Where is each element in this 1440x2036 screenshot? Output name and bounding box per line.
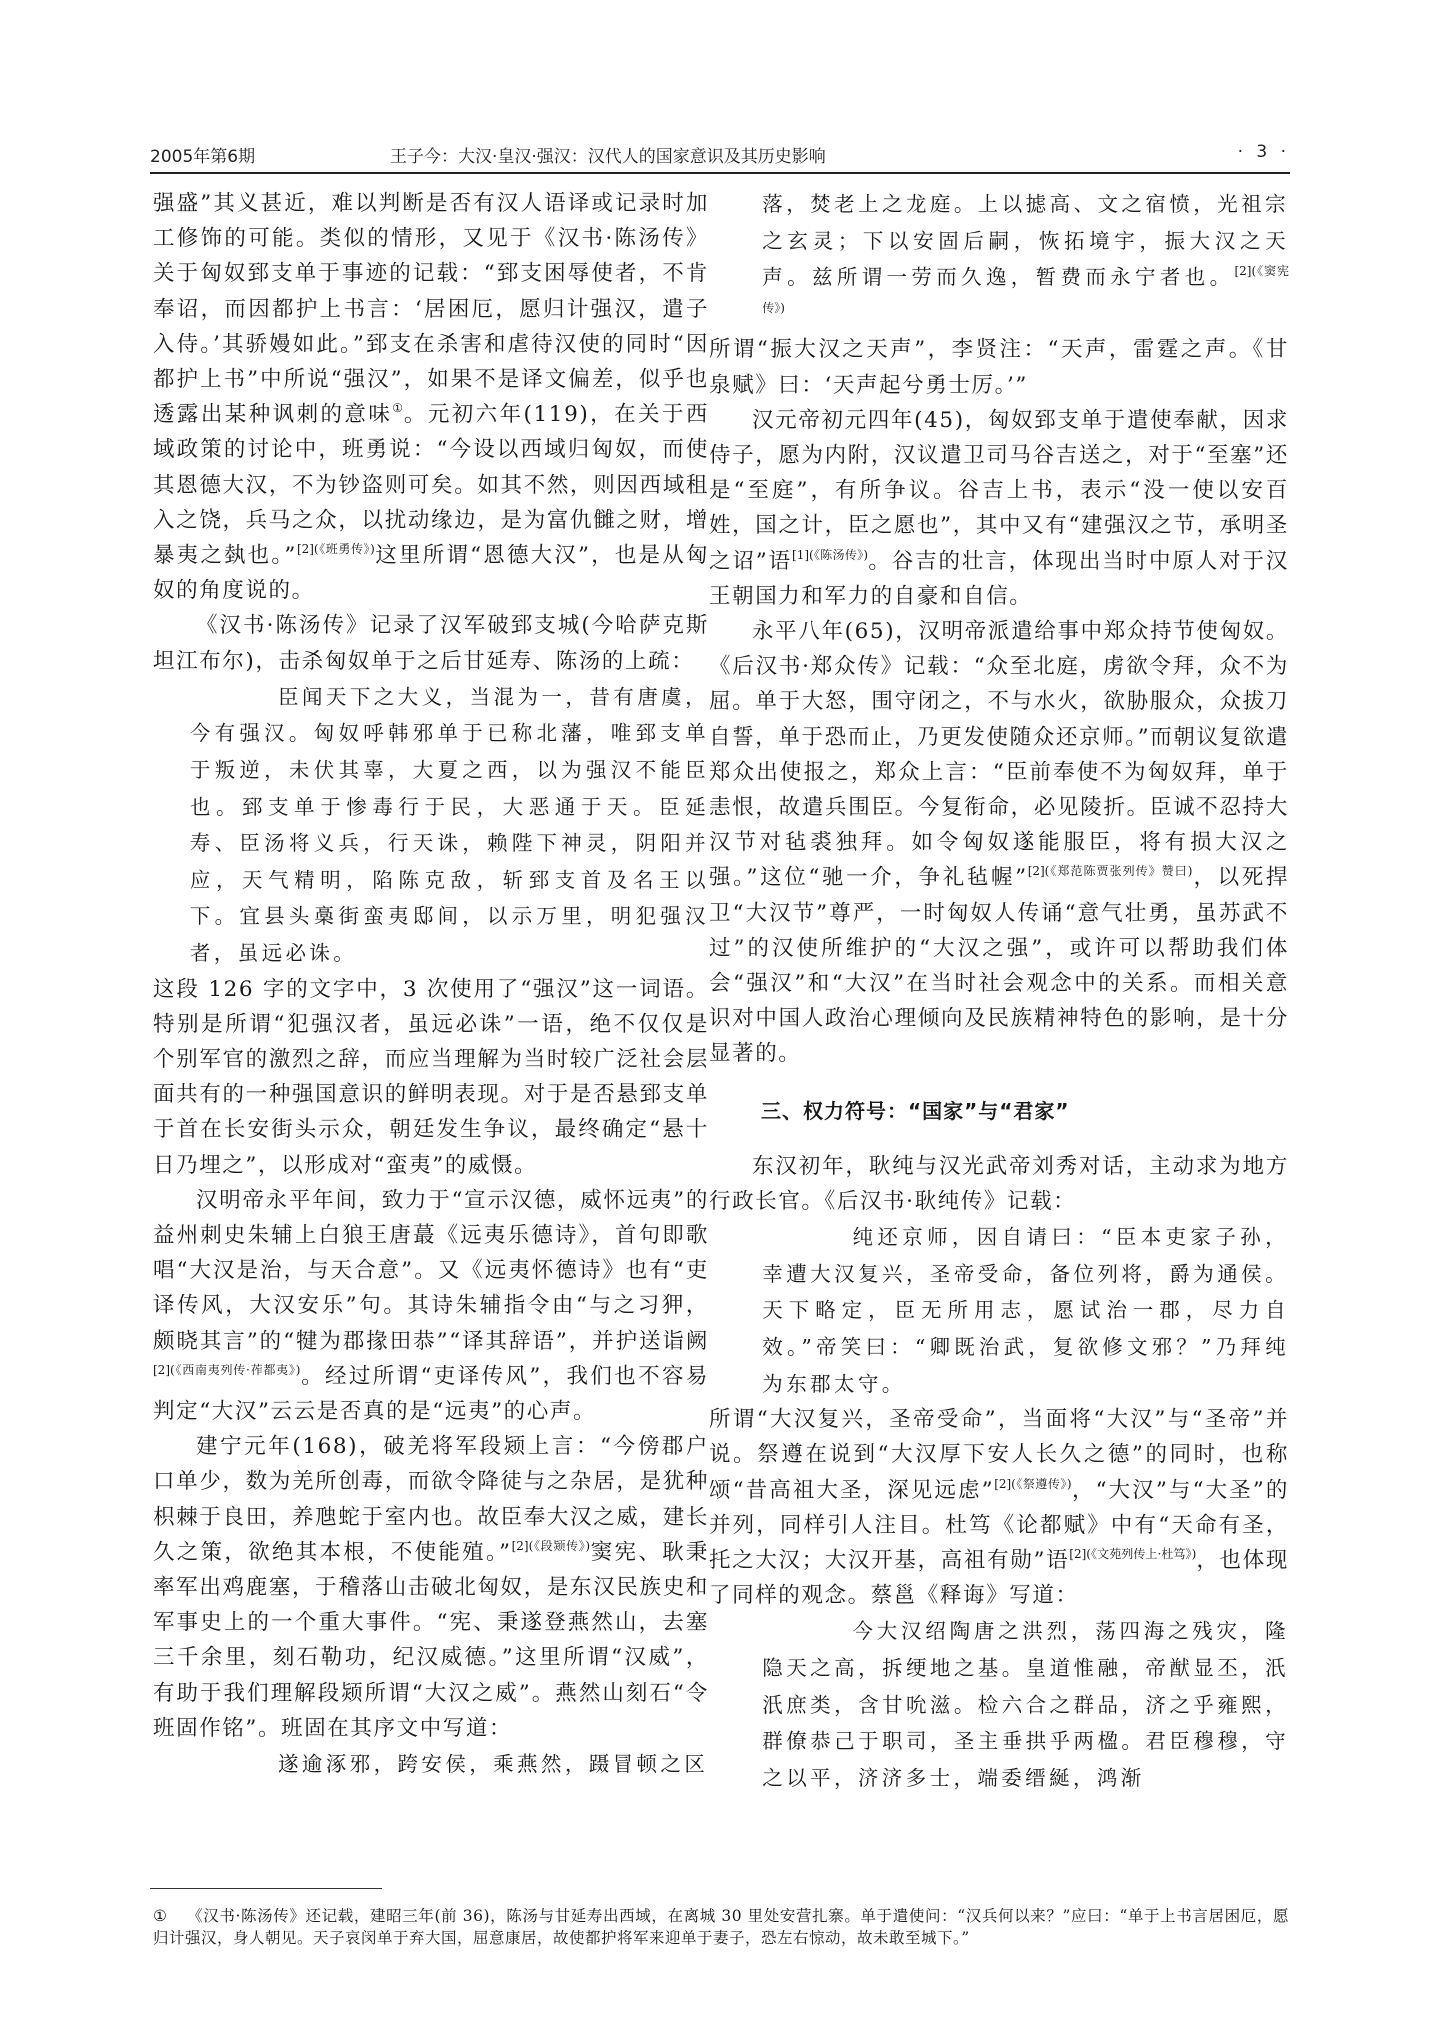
paragraph [153, 1183, 709, 1429]
footnote [153, 1905, 1289, 1949]
paragraph-text: 汉元帝初元四年(45)，匈奴郅支单于遣使奉献，因求侍子，愿为内附，汉议遣卫司马谷吉送之，对于“至塞”还是“至庭”，有所争议。谷吉上书，表示“没一使以安百姓，国之计，臣之愿也”，其中又有“建强汉之节，承明圣之诏”语 [709, 407, 1289, 574]
block-quote: 遂逾涿邪，跨安侯，乘燕然，蹑冒顿之区 [278, 1752, 709, 1777]
paragraph-text: 。经过所谓“吏译传风”，我们也不容易判定“大汉”云云是否真的是“远夷”的心声。 [153, 1363, 709, 1425]
block-quote [762, 186, 1289, 332]
journal-issue: 2005年第6期 [150, 147, 256, 167]
section-heading: 三、权力符号：“国家”与“君家” [761, 1098, 1070, 1123]
paragraph-text: 汉明帝永平年间，致力于“宣示汉德，威怀远夷”的益州刺史朱辅上白狼王唐蕞《远夷乐德诗》，首句即歌唱“大汉是治，与天合意”。又《远夷怀德诗》也有“吏译传风，大汉安乐”句。其诗朱辅指令由“与之习狎，颇晓其言”的“犍为郡掾田恭”“译其辞语”，并护送诣阙 [153, 1187, 709, 1354]
paragraph-text: 窦宪、耿秉率军出鸡鹿塞，于稽落山击破北匈奴，是东汉民族史和军事史上的一个重大事件。“宪、秉遂登燕然山，去塞三千余里，刻石勒功，纪汉威德。”这里所谓“汉威”，有助于我们理解段颎所谓“大汉之威”。燕然山刻石“令班固作铭”。班固在其序文中写道： [153, 1539, 709, 1741]
citation: [1](《陈汤传》) [792, 547, 869, 562]
paragraph-text: 。谷吉的壮言，体现出当时中原人对于汉王朝国力和军力的自豪和自信。 [709, 548, 1289, 609]
paragraph-text: 所谓“大汉复兴，圣帝受命”，当面将“大汉”与“圣帝”并说。祭遵在说到“大汉厚下安人长久之德”的同时，也称颂“昔高祖大圣，深见远虑” [709, 1407, 1289, 1503]
paragraph [709, 1402, 1289, 1613]
citation: [2](《段颎传》) [511, 1538, 591, 1553]
citation: [2](《西南夷列传·莋都夷》) [153, 1362, 301, 1377]
paragraph: 这段 126 字的文字中，3 次使用了“强汉”这一词语。特别是所谓“犯强汉者，虽远必诛”一语，绝不仅仅是个别军官的激烈之辞，而应当理解为当时较广泛社会层面共有的一种强国意识的鲜明表现。对于是否悬郅支单于首在长安街头示众，朝廷发生争议，最终确定“悬十日乃埋之”，以形成对“蛮夷”的威慑。 [153, 976, 709, 1178]
citation: [2](《班勇传》) [296, 542, 375, 557]
quote-text: 落，焚老上之龙庭。上以摅高、文之宿愤，光祖宗之玄灵；下以安固后嗣，恢拓境宇，振大汉之天声。兹所谓一劳而久逸，暂费而永宁者也。 [762, 192, 1289, 290]
paragraph-text: 。元初六年(119)，在关于西域政策的讨论中，班勇说：“今设以西域归匈奴，而使其恩德大汉，不为钞盗则可矣。如其不然，则因西域租入之饶，兵马之众，以扰动缘边，是为富仇雠之财，增暴夷之埶也。” [153, 402, 709, 569]
footnote-marker[interactable]: ① [392, 401, 404, 416]
paragraph [709, 614, 1289, 1072]
citation: [2](《祭遵传》) [994, 1476, 1072, 1491]
citation: [2](《郑范陈贾张列传》赞曰) [1027, 864, 1193, 879]
article-running-title: 王子今：大汉·皇汉·强汉：汉代人的国家意识及其历史影响 [390, 147, 826, 167]
block-quote: 臣闻天下之大义，当混为一，昔有唐虞，今有强汉。匈奴呼韩邪单于已称北藩，唯郅支单于叛逆，未伏其辜，大夏之西，以为强汉不能臣也。郅支单于惨毒行于民，大恶通于天。臣延寿、臣汤将义兵，行天诛，赖陛下神灵，阴阳并应，天气精明，陷陈克敌，斩郅支首及名王以下。宜县头槀街蛮夷邸间，以示万里，明犯强汉者，虽远必诛。 [189, 684, 709, 965]
paragraph [153, 186, 709, 608]
footnote-mark: ① [153, 1907, 168, 1925]
paragraph-text: ，也体现了同样的观念。蔡邕《释诲》写道： [709, 1548, 1289, 1609]
paragraph-text: 这里所谓“恩德大汉”，也是从匈奴的角度说的。 [153, 543, 709, 604]
citation: [2](《文苑列传上·杜笃》) [1069, 1547, 1197, 1562]
block-quote: 纯还京师，因自请曰：“臣本吏家子孙，幸遭大汉复兴，圣帝受命，备位列将，爵为通侯。天下略定，臣无所用志，愿试治一郡，尽力自效。”帝笑曰：“卿既治武，复欲修文邪？”乃拜纯为东郡太守。 [762, 1225, 1289, 1396]
paragraph: 东汉初年，耿纯与汉光武帝刘秀对话，主动求为地方行政长官。《后汉书·耿纯传》记载： [709, 1153, 1289, 1215]
block-quote: 今大汉绍陶唐之洪烈，荡四海之残灾，隆隐天之高，拆绠地之基。皇道惟融，帝猷显丕，汦汦庶类，含甘吮滋。检六合之群品，济之乎雍熙，群僚恭己于职司，圣主垂拱乎两楹。君臣穆穆，守之以平，济济多士，端委缙綖，鸿渐 [762, 1619, 1289, 1790]
page-number: · 3 · [1237, 142, 1290, 162]
footnote-text: 《汉书·陈汤传》还记载，建昭三年(前 36)，陈汤与甘延寿出西域，在离城 30 里处安营扎寨。单于遣使问：“汉兵何以来？”应曰：“单于上书言居困厄，愿归计强汉，身人朝见。天子哀闵单于弃大国，屈意康居，故使都护将军来迎单于妻子，恐左右惊动，故未敢至城下。” [153, 1907, 1289, 1947]
paragraph-text: ，以死捍卫“大汉节”尊严，一时匈奴人传诵“意气壮勇，虽苏武不过”的汉使所维护的“大汉之强”，或许可以帮助我们体会“强汉”和“大汉”在当时社会观念中的关系。而相关意识对中国人政治心理倾向及民族精神特色的影响，是十分显著的。 [709, 865, 1289, 1067]
paragraph [709, 403, 1289, 614]
footnote-rule [150, 1888, 382, 1889]
paragraph-text: 建宁元年(168)，破羌将军段颎上言：“今傍郡户口单少，数为羌所创毒，而欲令降徒与之杂居，是犹种枳棘于良田，养虺蛇于室内也。故臣奉大汉之威，建长久之策，欲绝其本根，不使能殖。” [153, 1434, 709, 1565]
paragraph: 所谓“振大汉之天声”，李贤注：“天声，雷霆之声。《甘泉赋》曰：‘天声起兮勇士厉。’” [709, 337, 1289, 398]
right-column [709, 186, 1289, 1796]
header-rule [150, 172, 1290, 174]
left-column [153, 186, 709, 1783]
paragraph [153, 1429, 709, 1746]
citation: [2](《窦宪传》) [762, 264, 1289, 315]
paragraph-text: 永平八年(65)，汉明帝派遣给事中郑众持节使匈奴。《后汉书·郑众传》记载：“众至北庭，虏欲令拜，众不为屈。单于大怒，围守闭之，不与水火，欲胁服众，众拔刀自誓，单于恐而止，乃更发使随众还京师。”而朝议复欲遣郑众出使报之，郑众上言：“臣前奉使不为匈奴拜，单于恚恨，故遣兵围臣。今复衔命，必见陵折。臣诚不忍持大汉节对毡裘独拜。如令匈奴遂能服臣，将有损大汉之强。”这位“驰一介，争礼毡幄” [709, 619, 1289, 891]
paragraph-text: 强盛”其义甚近，难以判断是否有汉人语译或记录时加工修饰的可能。类似的情形，又见于《汉书·陈汤传》关于匈奴郅支单于事迹的记载：“郅支困辱使者，不肯奉诏，而因都护上书言：‘居困厄，愿归计强汉，遣子入侍。’其骄嫚如此。”郅支在杀害和虐待汉使的同时“因都护上书”中所说“强汉”，如果不是译文偏差，似乎也透露出某种讽刺的意味 [153, 191, 709, 428]
paragraph-text: ，“大汉”与“大圣”的并列，同样引人注目。杜笃《论都赋》中有“天命有圣，托之大汉；大汉开基，高祖有勋”语 [709, 1477, 1289, 1574]
paragraph: 《汉书·陈汤传》记录了汉军破郅支城(今哈萨克斯坦江布尔)，击杀匈奴单于之后甘延寿、陈汤的上疏： [153, 613, 709, 674]
running-header [150, 138, 1290, 172]
